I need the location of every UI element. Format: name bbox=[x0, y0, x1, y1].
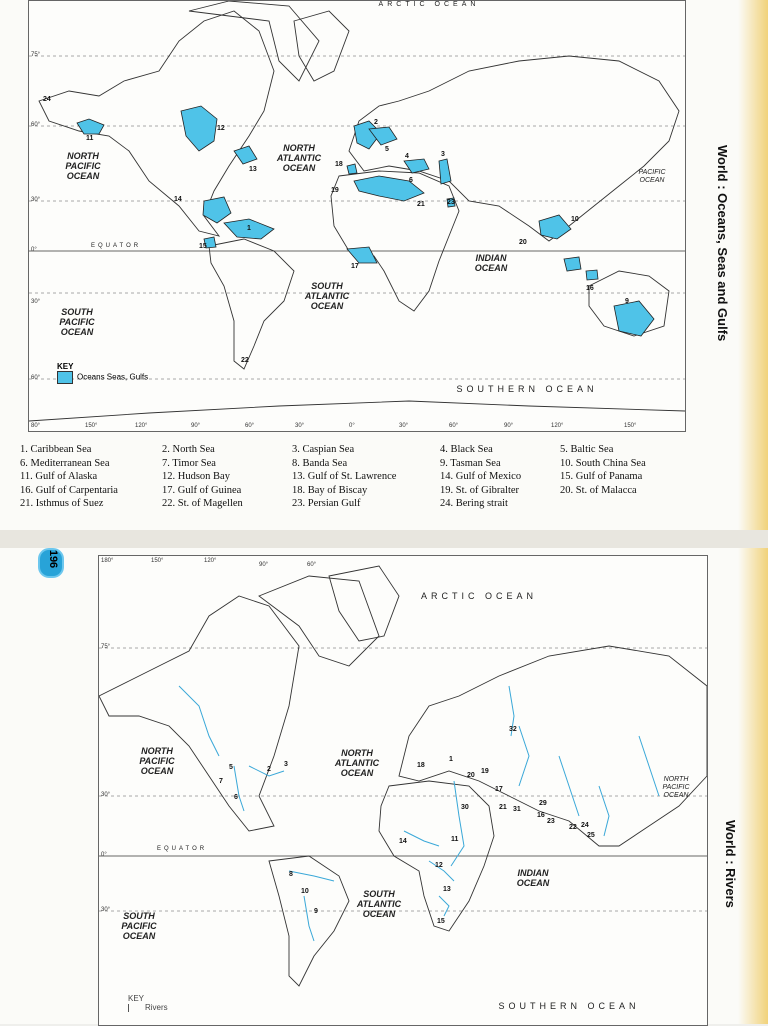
longitude-label: 60° bbox=[245, 423, 255, 429]
map-number: 22 bbox=[569, 824, 577, 831]
map-number: 10 bbox=[571, 216, 579, 223]
legend-item: 5. Baltic Sea bbox=[560, 444, 614, 455]
ocean-label-north-pacific-right: NORTH PACIFIC OCEAN bbox=[662, 776, 690, 799]
map-number: 21 bbox=[499, 804, 507, 811]
longitude-label: 150° bbox=[151, 558, 164, 564]
legend-item: 10. South China Sea bbox=[560, 457, 646, 469]
map-number: 2 bbox=[267, 766, 271, 773]
ocean-label-south-pacific: SOUTH PACIFIC OCEAN bbox=[121, 911, 157, 941]
legend-item: 14. Gulf of Mexico bbox=[440, 471, 522, 482]
legend-column bbox=[162, 444, 243, 512]
longitude-label: 0° bbox=[349, 423, 355, 429]
map-number: 12 bbox=[217, 125, 225, 132]
map-number: 16 bbox=[537, 812, 545, 819]
map-number: 20 bbox=[467, 772, 475, 779]
legend-item: 15. Gulf of Panama bbox=[560, 471, 643, 482]
ocean-label-south-atlantic: SOUTH ATLANTIC OCEAN bbox=[356, 889, 402, 919]
latitude-label: 60° bbox=[31, 375, 41, 381]
longitude-label: 120° bbox=[551, 423, 564, 429]
map-number: 5 bbox=[229, 764, 233, 771]
legend-item: 1. Caribbean Sea bbox=[20, 444, 92, 455]
legend-item: 8. Banda Sea bbox=[292, 457, 348, 469]
legend-column bbox=[440, 444, 521, 512]
longitude-label: 180° bbox=[101, 558, 114, 564]
longitude-label: 120° bbox=[204, 558, 217, 564]
latitude-label: 30° bbox=[31, 299, 41, 305]
longitude-label: 60° bbox=[307, 562, 317, 568]
longitude-label: 90° bbox=[191, 423, 201, 429]
map-number: 19 bbox=[481, 768, 489, 775]
map-number: 11 bbox=[451, 836, 459, 843]
latitude-label: 75° bbox=[31, 52, 41, 58]
map-number: 5 bbox=[385, 146, 389, 153]
map-number: 10 bbox=[301, 888, 309, 895]
map-number: 17 bbox=[495, 786, 503, 793]
side-title-oceans: World : Oceans, Seas and Gulfs bbox=[715, 145, 730, 342]
map-number: 23 bbox=[547, 818, 555, 825]
ocean-label-indian: INDIAN OCEAN bbox=[516, 868, 550, 888]
legend-item: 2. North Sea bbox=[162, 444, 215, 455]
longitude-label: 30° bbox=[399, 423, 409, 429]
key-label: Oceans Seas, Gulfs bbox=[77, 372, 149, 382]
legend-item: 12. Hudson Bay bbox=[162, 471, 230, 482]
map-number: 6 bbox=[409, 177, 413, 184]
map-number: 18 bbox=[335, 161, 343, 168]
legend-item: 7. Timor Sea bbox=[162, 457, 216, 469]
legend-item: 9. Tasman Sea bbox=[440, 457, 501, 469]
legend-item: 19. St. of Gibralter bbox=[440, 484, 520, 496]
legend-item: 17. Gulf of Guinea bbox=[162, 484, 242, 496]
map-number: 14 bbox=[399, 838, 407, 845]
map-number: 12 bbox=[435, 862, 443, 869]
page-number-badge bbox=[38, 548, 64, 578]
latitude-label: 30° bbox=[31, 197, 41, 203]
map-number: 3 bbox=[441, 151, 445, 158]
map-number: 4 bbox=[405, 153, 409, 160]
rivers-key bbox=[128, 994, 168, 1012]
longitude-label: 150° bbox=[85, 423, 98, 429]
longitude-label: 60° bbox=[449, 423, 459, 429]
legend-item: 11. Gulf of Alaska bbox=[20, 471, 98, 482]
map-number: 14 bbox=[174, 196, 182, 203]
side-title-rivers: World : Rivers bbox=[723, 820, 738, 908]
legend-column bbox=[20, 444, 118, 512]
map-number: 13 bbox=[443, 886, 451, 893]
map-number: 7 bbox=[219, 778, 223, 785]
ocean-label-north-atlantic: NORTH ATLANTIC OCEAN bbox=[276, 143, 322, 173]
longitude-label: 90° bbox=[504, 423, 514, 429]
map-number: 13 bbox=[249, 166, 257, 173]
latitude-label: 0° bbox=[31, 247, 37, 253]
ocean-label-arctic: ARCTIC OCEAN bbox=[378, 1, 480, 8]
latitude-label: 80° bbox=[31, 423, 41, 429]
page-edge-shading bbox=[738, 548, 768, 1024]
legend-item: 24. Bering strait bbox=[440, 498, 508, 509]
latitude-label: 0° bbox=[101, 852, 107, 858]
map-number: 15 bbox=[437, 918, 445, 925]
map-number: 22 bbox=[241, 357, 249, 364]
legend-item: 22. St. of Magellen bbox=[162, 498, 243, 509]
latitude-label: 30° bbox=[101, 792, 111, 798]
map-number: 9 bbox=[314, 908, 318, 915]
map-number: 23 bbox=[447, 199, 455, 206]
ocean-label-pacific: PACIFIC OCEAN bbox=[638, 169, 666, 184]
map-number: 1 bbox=[247, 225, 251, 232]
map-key bbox=[57, 362, 148, 384]
legend-item: 21. Isthmus of Suez bbox=[20, 498, 104, 509]
longitude-label: 120° bbox=[135, 423, 148, 429]
ocean-label-southern: SOUTHERN OCEAN bbox=[498, 1001, 640, 1011]
river-key-swatch bbox=[128, 1004, 145, 1012]
map-number: 29 bbox=[539, 800, 547, 807]
ocean-label-south-atlantic: SOUTH ATLANTIC OCEAN bbox=[304, 281, 350, 311]
map-number: 20 bbox=[519, 239, 527, 246]
legend-item: 16. Gulf of Carpentaria bbox=[20, 484, 118, 496]
ocean-label-indian: INDIAN OCEAN bbox=[474, 253, 508, 273]
map-number: 18 bbox=[417, 762, 425, 769]
ocean-label-north-pacific: NORTH PACIFIC OCEAN bbox=[65, 151, 101, 181]
legend-column bbox=[560, 444, 646, 498]
latitude-label: 60° bbox=[31, 122, 41, 128]
map-number: 19 bbox=[331, 187, 339, 194]
longitude-label: 150° bbox=[624, 423, 637, 429]
page-number: 196 bbox=[47, 549, 60, 569]
equator-label: EQUATOR bbox=[157, 846, 208, 852]
page-gap bbox=[0, 530, 768, 548]
map-number: 17 bbox=[351, 263, 359, 270]
key-title: KEY bbox=[57, 362, 74, 371]
legend-item: 3. Caspian Sea bbox=[292, 444, 355, 455]
page-edge-shading bbox=[738, 0, 768, 530]
ocean-label-southern: SOUTHERN OCEAN bbox=[456, 384, 598, 394]
ocean-label-south-pacific: SOUTH PACIFIC OCEAN bbox=[59, 307, 95, 337]
map-number: 16 bbox=[586, 285, 594, 292]
map-number: 15 bbox=[199, 243, 207, 250]
legend-item: 20. St. of Malacca bbox=[560, 484, 637, 496]
map-number: 11 bbox=[86, 135, 94, 142]
map-number: 32 bbox=[509, 726, 517, 733]
ocean-label-arctic: ARCTIC OCEAN bbox=[420, 591, 537, 601]
equator-label: EQUATOR bbox=[91, 243, 142, 249]
legend-column bbox=[292, 444, 396, 512]
legend-item: 23. Persian Gulf bbox=[292, 498, 361, 509]
map-number: 24 bbox=[581, 822, 589, 829]
key-label: Rivers bbox=[145, 1003, 168, 1012]
map-number: 30 bbox=[461, 804, 469, 811]
map-number: 31 bbox=[513, 806, 521, 813]
legend-item: 18. Bay of Biscay bbox=[292, 484, 368, 496]
map-number: 25 bbox=[587, 832, 595, 839]
legend-item: 6. Mediterranean Sea bbox=[20, 457, 110, 469]
latitude-label: 75° bbox=[101, 644, 111, 650]
rivers-map bbox=[98, 555, 708, 1026]
map-number: 2 bbox=[374, 119, 378, 126]
legend-item: 4. Black Sea bbox=[440, 444, 493, 455]
map-number: 9 bbox=[625, 298, 629, 305]
ocean-label-north-atlantic: NORTH ATLANTIC OCEAN bbox=[334, 748, 380, 778]
map-number: 24 bbox=[43, 96, 51, 103]
key-swatch bbox=[57, 371, 73, 384]
key-title: KEY bbox=[128, 994, 145, 1003]
map-number: 21 bbox=[417, 201, 425, 208]
map-number: 6 bbox=[234, 794, 238, 801]
map-number: 3 bbox=[284, 761, 288, 768]
map-number: 8 bbox=[289, 871, 293, 878]
map-number: 1 bbox=[449, 756, 453, 763]
latitude-label: 30° bbox=[101, 907, 111, 913]
longitude-label: 30° bbox=[295, 423, 305, 429]
ocean-label-north-pacific: NORTH PACIFIC OCEAN bbox=[139, 746, 175, 776]
longitude-label: 90° bbox=[259, 562, 269, 568]
legend-item: 13. Gulf of St. Lawrence bbox=[292, 471, 397, 482]
